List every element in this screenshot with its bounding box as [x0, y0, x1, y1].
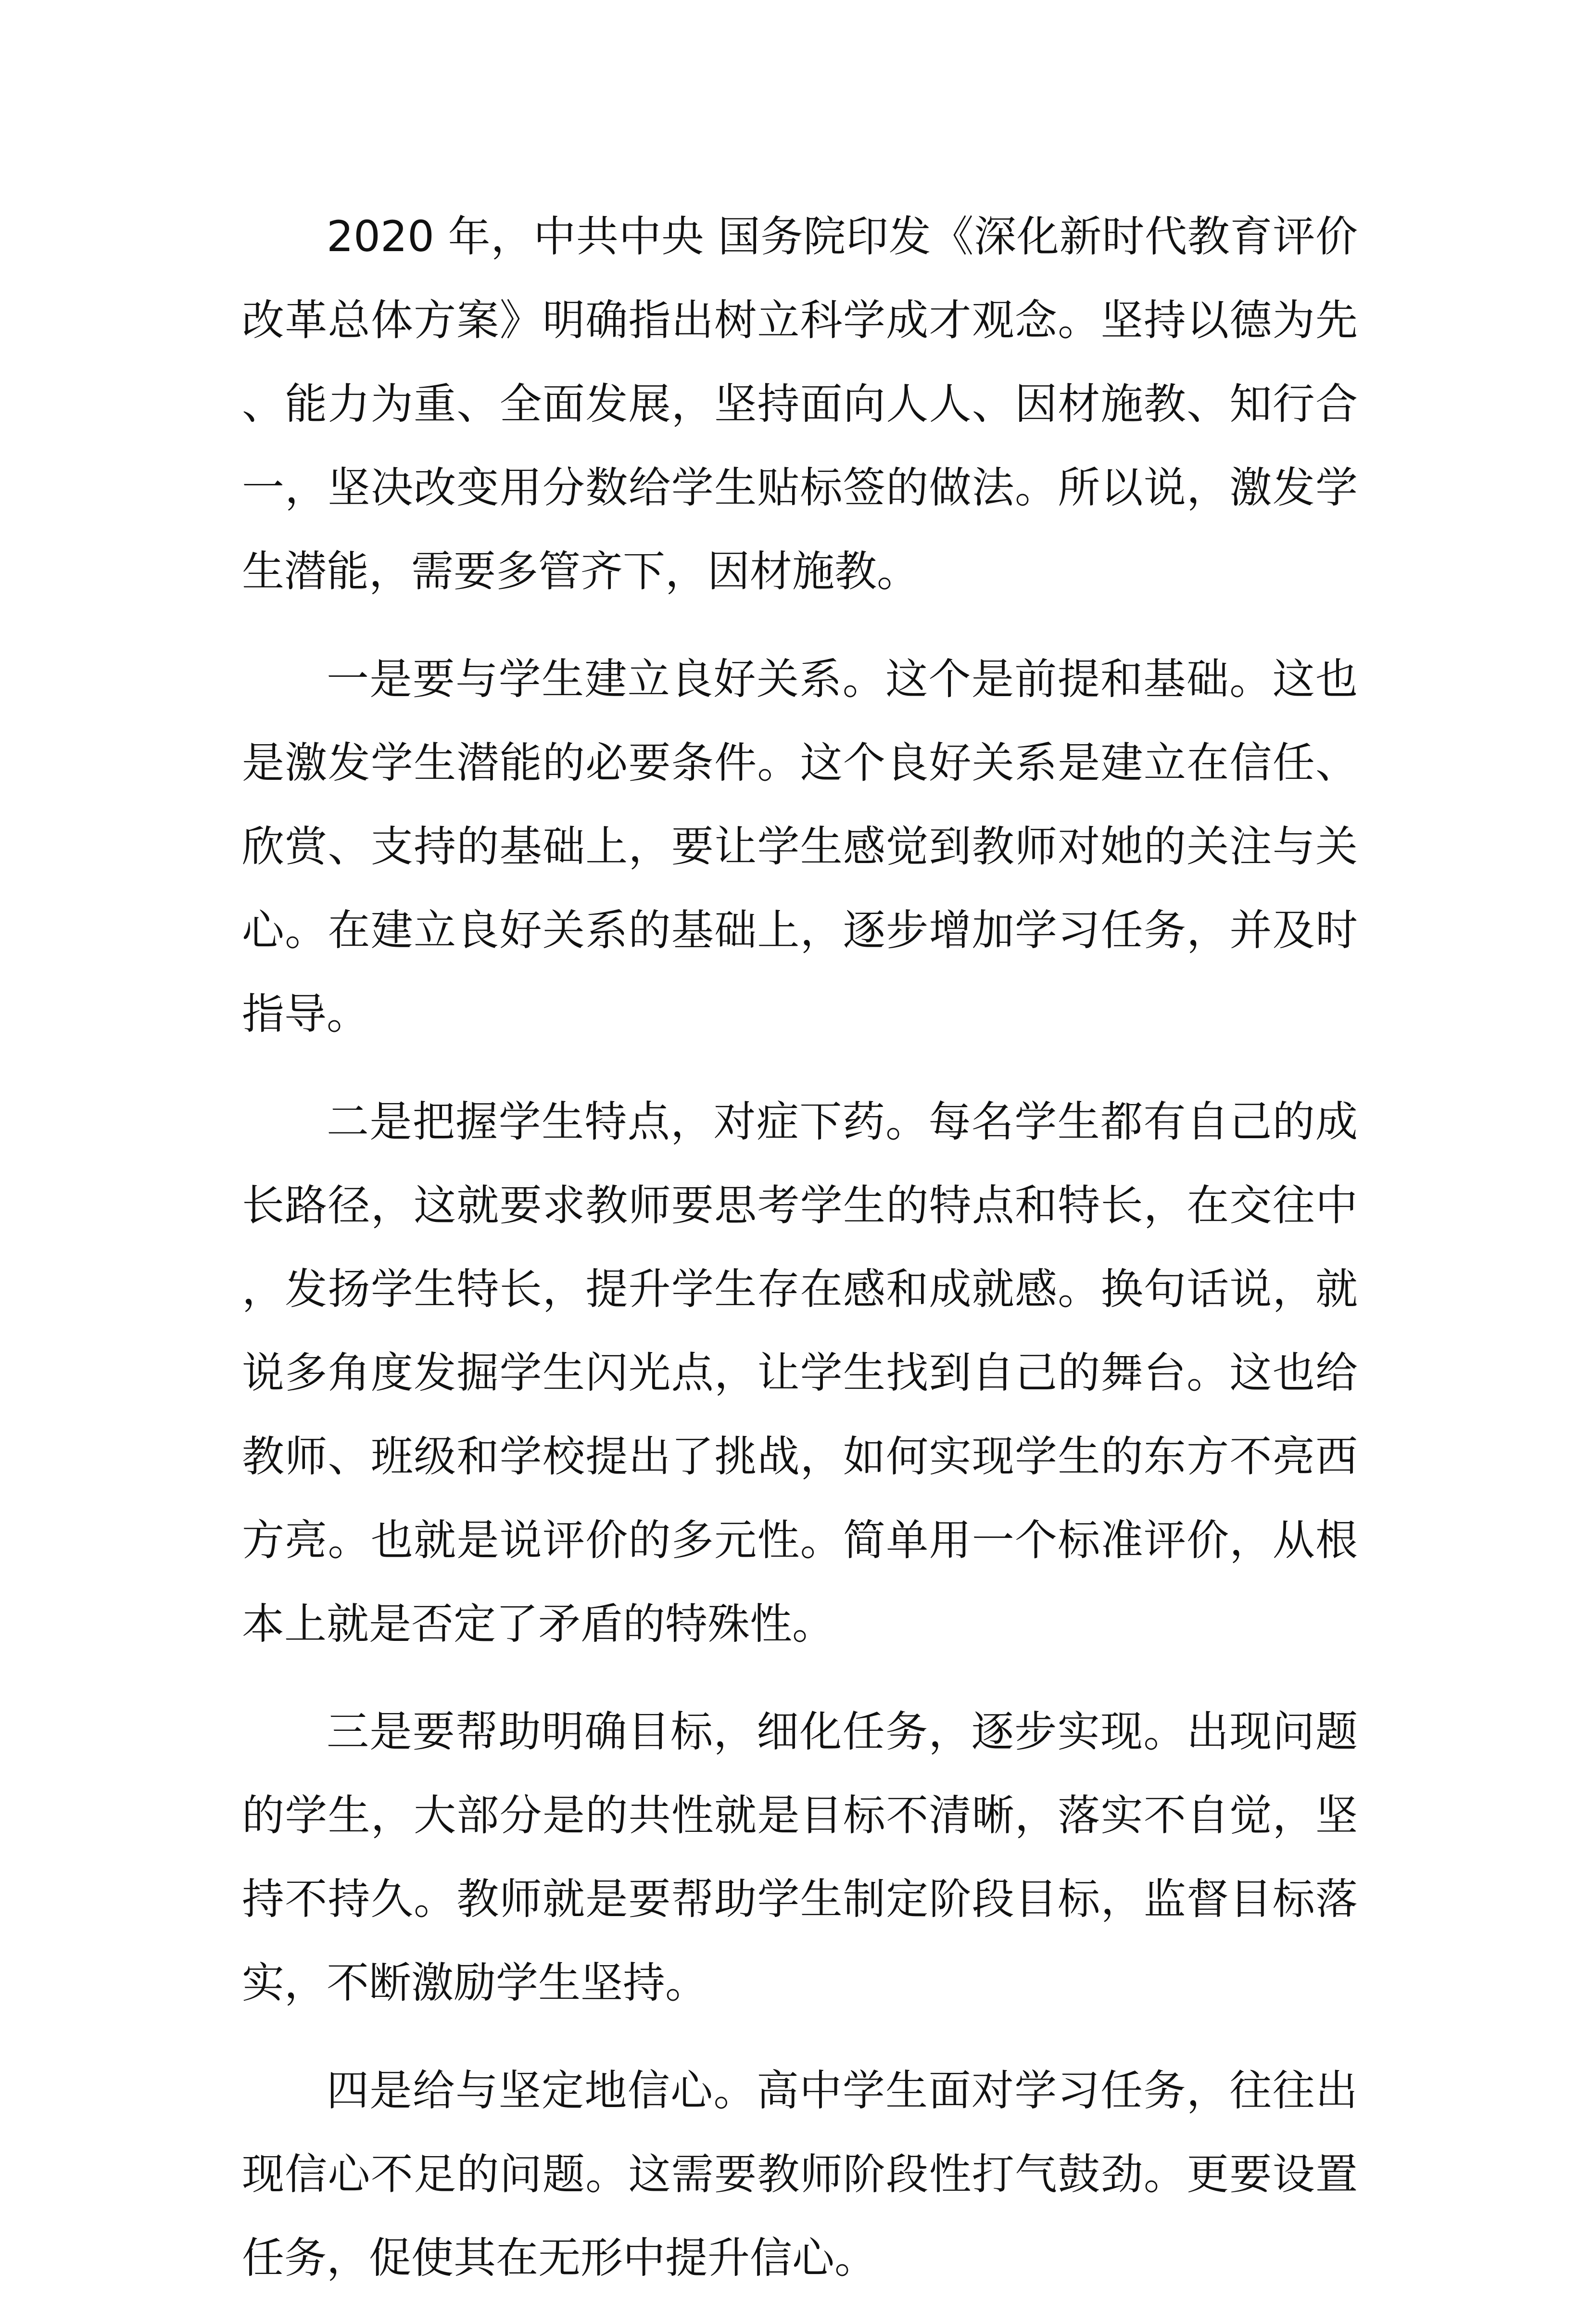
paragraph-point-three: 三是要帮助明确目标，细化任务，逐步实现。出现问题的学生，大部分是的共性就是目标不清晰，落实不自觉，坚持不持久。教师就是要帮助学生制定阶段目标，监督目标落实，不断激励学生坚持。: [242, 1707, 1358, 2007]
paragraph-intro: 2020 年，中共中央 国务院印发《深化新时代教育评价改革总体方案》明确指出树立科学成才观念。坚持以德为先、能力为重、全面发展，坚持面向人人、因材施教、知行合一，坚决改变用分数给学生贴标签的做法。所以说，激发学生潜能，需要多管齐下，因材施教。: [242, 212, 1358, 596]
document-body: [242, 195, 1358, 2324]
paragraph-point-one: 一是要与学生建立良好关系。这个是前提和基础。这也是激发学生潜能的必要条件。这个良好关系是建立在信任、欣赏、支持的基础上，要让学生感觉到教师对她的关注与关心。在建立良好关系的基础上，逐步增加学习任务，并及时指导。: [242, 654, 1358, 1039]
paragraph-point-two: 二是把握学生特点，对症下药。每名学生都有自己的成长路径，这就要求教师要思考学生的特点和特长，在交往中，发扬学生特长，提升学生存在感和成就感。换句话说，就说多角度发掘学生闪光点，让学生找到自己的舞台。这也给教师、班级和学校提出了挑战，如何实现学生的东方不亮西方亮。也就是说评价的多元性。简单用一个标准评价，从根本上就是否定了矛盾的特殊性。: [242, 1097, 1358, 1649]
paragraph-point-four: 四是给与坚定地信心。高中学生面对学习任务，往往出现信心不足的问题。这需要教师阶段性打气鼓劲。更要设置任务，促使其在无形中提升信心。: [242, 2066, 1358, 2283]
